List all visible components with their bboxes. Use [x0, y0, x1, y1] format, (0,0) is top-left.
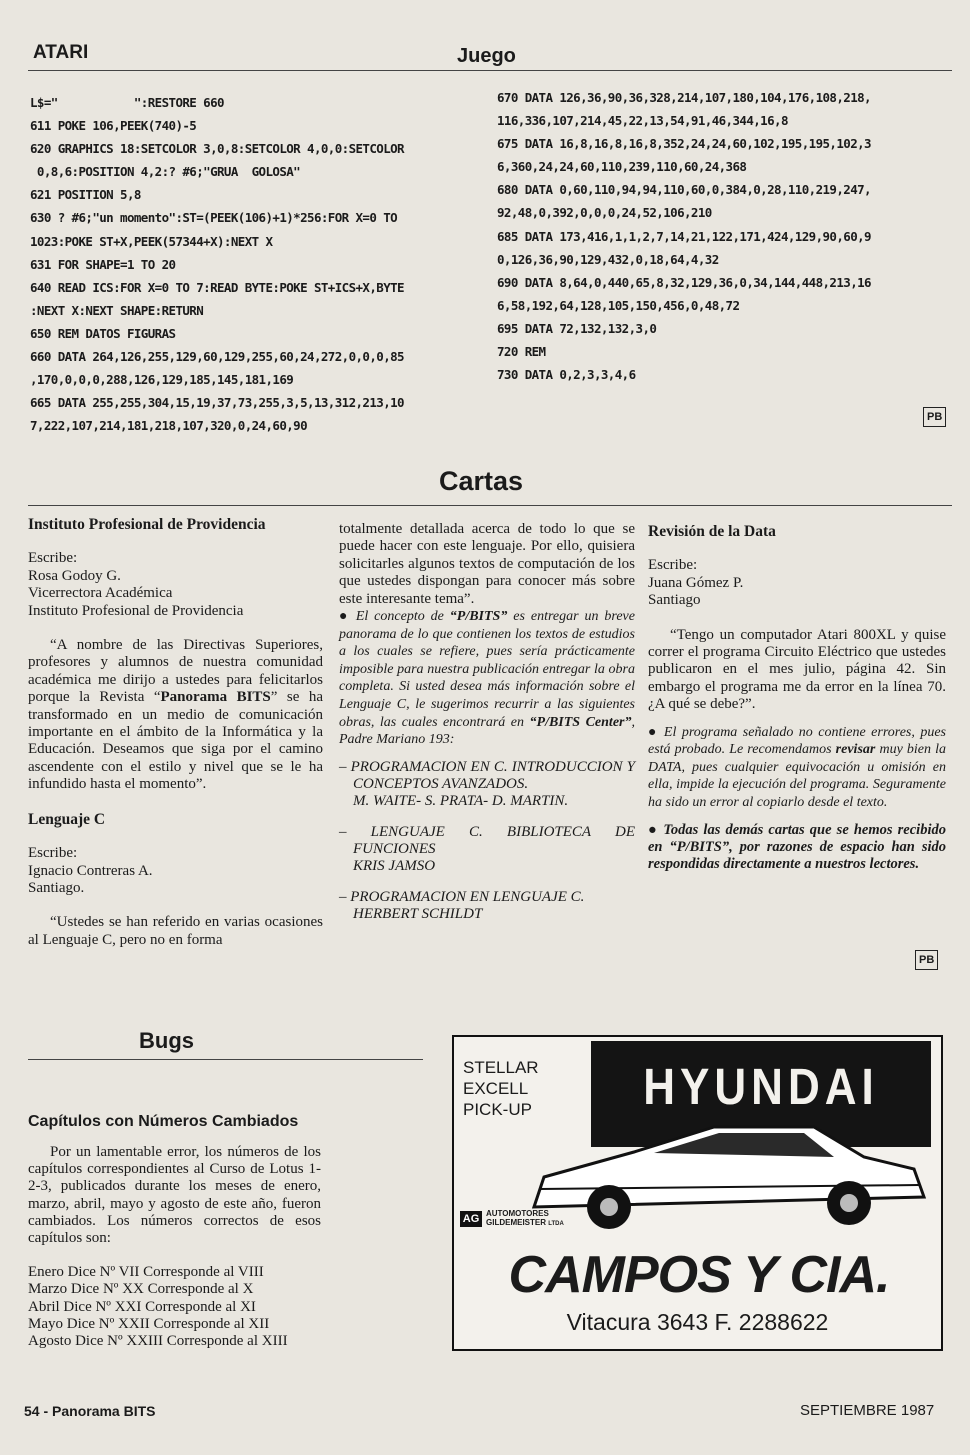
- car-image: [514, 1097, 934, 1237]
- letter1-org: Instituto Profesional de Providencia: [28, 602, 244, 619]
- cartas-rule: [28, 505, 952, 506]
- code-line: 685 DATA 173,416,1,1,2,7,14,21,122,171,424,129,90,60,9: [497, 228, 871, 244]
- code-listing-right: [497, 86, 952, 386]
- letter3-name: Juana Gómez P.: [648, 574, 744, 591]
- cartas-column-2: [339, 521, 635, 923]
- code-line: 611 POKE 106,PEEK(740)-5: [30, 118, 197, 134]
- letter3-body: “Tengo un computador Atari 800XL y quise correr el programa Circuito Eléctrico que ustedes publicaron en el mes julio, página 42. Sin embargo el programa me da error en la línea 70. ¿A qué se debe?”.: [648, 626, 946, 713]
- letter3-city: Santiago: [648, 592, 701, 609]
- company-name: CAMPOS Y CIA.: [508, 1246, 890, 1304]
- category-title: Juego: [457, 45, 516, 67]
- code-line: 690 DATA 8,64,0,440,65,8,32,129,36,0,34,144,448,213,16: [497, 274, 871, 290]
- correction-line: Mayo Dice Nº XXII Corresponde al XII: [28, 1315, 270, 1332]
- letter1-role: Vicerrectora Académica: [28, 585, 173, 602]
- code-line: 621 POSITION 5,8: [30, 187, 141, 203]
- code-line: 1023:POKE ST+X,PEEK(57344+X):NEXT X: [30, 233, 273, 249]
- dealer-logo: [460, 1209, 564, 1229]
- cartas-column-3: [648, 523, 946, 874]
- letter1-escribe: Escribe:: [28, 550, 78, 567]
- letter1-body: “A nombre de las Directivas Superiores, profesores y alumnos de nuestra comunidad académica me dirijo a ustedes para felicitarlos porque la Revista “Panorama BITS” se ha transformado en un medio de comunicación importante en el ámbito de la Informática y la Educación. Deseamos que siga por el camino ascendente con el estilo y nivel que se le ha infundido hasta el momento”.: [28, 637, 323, 793]
- letter2-city: Santiago.: [28, 879, 85, 896]
- letter2-name: Ignacio Contreras A.: [28, 862, 153, 879]
- code-listing-left: [30, 91, 485, 437]
- correction-line: Marzo Dice Nº XX Corresponde al X: [28, 1281, 254, 1298]
- code-line: 675 DATA 16,8,16,8,16,8,352,24,24,60,102,195,195,102,3: [497, 136, 871, 152]
- code-line: 92,48,0,392,0,0,0,24,52,106,210: [497, 205, 712, 221]
- letter2-body-start: “Ustedes se han referido en varias ocasiones al Lenguaje C, pero no en forma: [28, 914, 323, 948]
- code-line: 7,222,107,214,181,218,107,320,0,24,60,90: [30, 418, 308, 434]
- letter3-heading: Revisión de la Data: [648, 523, 776, 540]
- book-3: – PROGRAMACION EN LENGUAJE C. HERBERT SCHILDT: [339, 888, 585, 922]
- code-line: 6,58,192,64,128,105,150,456,0,48,72: [497, 297, 740, 313]
- ad-model: PICK-UP: [463, 1100, 532, 1119]
- dealer-emblem: AG: [460, 1211, 482, 1227]
- letter2-body-cont: totalmente detallada acerca de todo lo que se puede hacer con este lenguaje. Por ello, quisiera solicitarles algunos textos de computación de los que ustedes dispongan para conocer más sobre este interesante tema”.: [339, 521, 635, 607]
- bugs-title: Bugs: [139, 1028, 194, 1053]
- code-line: 665 DATA 255,255,304,15,19,37,73,255,3,5,13,312,213,10: [30, 395, 404, 411]
- book-1: – PROGRAMACION EN C. INTRODUCCION Y CONCEPTOS AVANZADOS. M. WAITE- S. PRATA- D. MARTIN.: [339, 758, 636, 809]
- dealer-line-2: GILDEMEISTER: [486, 1218, 547, 1227]
- code-line: 670 DATA 126,36,90,36,328,214,107,180,104,176,108,218,: [497, 90, 871, 105]
- ad-model: EXCELL: [463, 1079, 529, 1098]
- dealer-line-1: AUTOMOTORES: [486, 1209, 549, 1218]
- bugs-body: Por un lamentable error, los números de los capítulos correspondientes al Curso de Lotus 1-2-3, publicados durante los meses de enero, marzo, abril, mayo y agosto de este año, fueron cambiados. Los números correctos de esos capítulos son:: [28, 1144, 321, 1247]
- letter1-name: Rosa Godoy G.: [28, 567, 121, 584]
- issue-date: SEPTIEMBRE 1987: [800, 1402, 935, 1419]
- code-line: 660 DATA 264,126,255,129,60,129,255,60,24,272,0,0,0,85: [30, 349, 404, 365]
- code-line: 695 DATA 72,132,132,3,0: [497, 320, 657, 336]
- letter2-escribe: Escribe:: [28, 845, 78, 862]
- code-line: 640 READ ICS:FOR X=0 TO 7:READ BYTE:POKE ST+ICS+X,BYTE: [30, 279, 404, 295]
- correction-line: Agosto Dice Nº XXIII Corresponde al XIII: [28, 1333, 288, 1350]
- letter3-escribe: Escribe:: [648, 557, 698, 574]
- code-line: 0,8,6:POSITION 4,2:? #6;"GRUA GOLOSA": [30, 164, 301, 180]
- dealer-suffix: LTDA: [548, 1221, 564, 1227]
- book-2: – LENGUAJE C. BIBLIOTECA DE FUNCIONES KRIS JAMSO: [339, 823, 635, 874]
- code-line: 116,336,107,214,45,22,13,54,91,46,344,16,8: [497, 113, 788, 129]
- code-line: 680 DATA 0,60,110,94,94,110,60,0,384,0,28,110,219,247,: [497, 182, 871, 198]
- hyundai-ad: [452, 1035, 943, 1351]
- pb-mark: PB: [923, 407, 946, 427]
- bugs-rule: [28, 1059, 423, 1060]
- ad-model: STELLAR: [463, 1058, 539, 1077]
- code-line: 730 DATA 0,2,3,3,4,6: [497, 367, 636, 383]
- code-line: 620 GRAPHICS 18:SETCOLOR 3,0,8:SETCOLOR 4,0,0:SETCOLOR: [30, 141, 404, 157]
- code-line: 6,360,24,24,60,110,239,110,60,24,368: [497, 159, 747, 175]
- correction-line: Enero Dice Nº VII Corresponde al VIII: [28, 1264, 264, 1281]
- code-line: 720 REM: [497, 344, 546, 360]
- correction-line: Abril Dice Nº XXI Corresponde al XI: [28, 1298, 256, 1315]
- letter2-heading: Lenguaje C: [28, 810, 106, 828]
- code-line: L$=" ":RESTORE 660: [30, 95, 224, 110]
- bugs-corrections: [28, 1264, 321, 1350]
- pb-mark: PB: [915, 950, 938, 970]
- hyundai-logo: HYUNDAI: [643, 1059, 879, 1116]
- letter2-reply: ● El concepto de “P/BITS” es entregar un breve panorama de lo que contienen los textos de estudios a los cuales se refiere, pues sería prácticamente imposible para nuestra publicación entregar la obra completa. Si usted desea más información sobre el Lenguaje C, le sugerimos recurrir a las siguientes obras, las cuales encontrará en “P/BITS Center”, Padre Mariano 193:: [339, 609, 635, 748]
- code-line: 0,126,36,90,129,432,0,18,64,4,32: [497, 251, 719, 267]
- cartas-title: Cartas: [439, 466, 524, 496]
- page-number: 54 - Panorama BITS: [24, 1403, 156, 1419]
- code-line: :NEXT X:NEXT SHAPE:RETURN: [30, 302, 204, 318]
- section-label: ATARI: [33, 42, 89, 63]
- code-line: 650 REM DATOS FIGURAS: [30, 325, 176, 341]
- letter1-heading: Instituto Profesional de Providencia: [28, 516, 266, 533]
- code-line: 630 ? #6;"un momento":ST=(PEEK(106)+1)*256:FOR X=0 TO: [30, 210, 398, 226]
- bugs-column: [28, 1144, 321, 1350]
- code-line: ,170,0,0,0,288,126,129,185,145,181,169: [30, 372, 294, 388]
- cartas-column-1: [28, 516, 323, 949]
- letter3-note: ● Todas las demás cartas que se hemos recibido en “P/BITS”, por razones de espacio han sido respondidas directamente a nuestros lectores.: [648, 821, 946, 873]
- bugs-subtitle: Capítulos con Números Cambiados: [28, 1113, 299, 1130]
- company-address: Vitacura 3643 F. 2288622: [566, 1309, 829, 1335]
- header-rule: [28, 70, 952, 71]
- code-line: 631 FOR SHAPE=1 TO 20: [30, 256, 176, 272]
- letter3-reply: ● El programa señalado no contiene errores, pues está probado. Le recomendamos revisar muy bien la DATA, pues cualquier equivocación u omisión en ella, impide la ejecución del programa. Seguramente ha sido un error al copiarlo desde el texto.: [648, 724, 946, 811]
